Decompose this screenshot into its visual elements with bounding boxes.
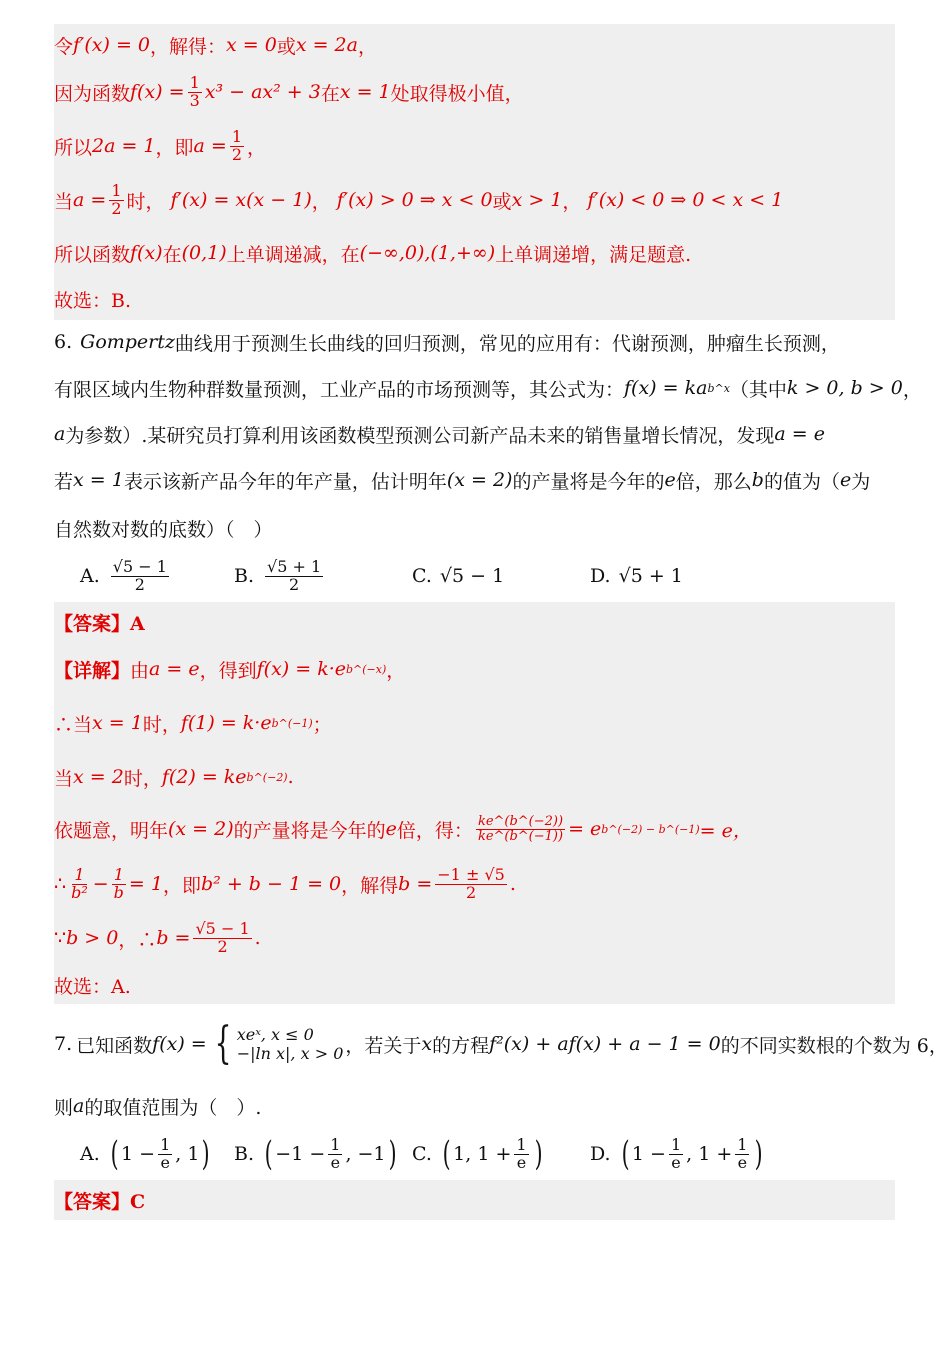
- q6-line3: [54, 418, 825, 450]
- math: f′(x) = 0: [73, 34, 150, 56]
- q7-option-c[interactable]: [412, 1130, 545, 1178]
- math: a: [54, 423, 66, 445]
- math: f(1) = k·e: [180, 712, 272, 734]
- text: 则: [54, 1096, 74, 1119]
- math: f(x) = k·e: [256, 658, 346, 680]
- text: ，: [562, 190, 582, 213]
- option-text: , −1: [345, 1143, 386, 1165]
- text: 的取值范围为（ ）.: [84, 1096, 262, 1119]
- option-text: , 1: [175, 1143, 200, 1165]
- q7-line2: [54, 1090, 261, 1122]
- text: 时，: [142, 713, 181, 736]
- sol5-line6: [54, 284, 131, 314]
- denominator: 2: [134, 574, 145, 594]
- text: （其中: [729, 378, 787, 401]
- text: 【答案】A: [54, 612, 145, 635]
- text: 倍，那么: [675, 470, 752, 493]
- text: 的产量将是今年的: [512, 470, 665, 493]
- option-label: B.: [234, 565, 255, 587]
- math: x > 1: [511, 189, 563, 211]
- numerator: 1: [113, 864, 124, 884]
- text: ，解得: [341, 874, 399, 897]
- fraction: [193, 918, 251, 956]
- text: 的值为（: [763, 470, 840, 493]
- denominator: e: [160, 1152, 170, 1172]
- detail-label: 【详解】: [54, 659, 131, 682]
- ans6-line3: [54, 760, 294, 794]
- piecewise: [209, 1018, 344, 1069]
- math: k > 0, b > 0: [786, 377, 903, 399]
- math: b =: [398, 873, 433, 895]
- math: f(2) = ke: [161, 766, 247, 788]
- case-1: xeˣ, x ≤ 0: [236, 1024, 314, 1044]
- fraction: [735, 1134, 749, 1172]
- math: f(x): [130, 242, 163, 264]
- exponent: b^(−2) − b^(−1): [601, 822, 700, 836]
- math: b² + b − 1 = 0: [201, 873, 342, 895]
- q7-answer: [54, 1180, 895, 1220]
- answer-badge: [54, 606, 145, 638]
- question-number: 7.: [54, 1033, 73, 1055]
- text: .: [254, 927, 261, 949]
- numerator: 1: [160, 1134, 171, 1154]
- q6-line5: [54, 512, 273, 544]
- text: 有限区域内生物种群数量预测，工业产品的市场预测等，其公式为：: [54, 378, 625, 401]
- denominator: 2: [217, 936, 228, 956]
- fraction: [158, 1134, 172, 1172]
- math: f′(x) > 0 ⇒ x < 0: [336, 189, 493, 211]
- math: (−∞,0),(1,+∞): [359, 242, 496, 264]
- text: ，: [311, 190, 331, 213]
- sol5-line1: [54, 30, 377, 60]
- option-text: 1 −: [631, 1143, 666, 1165]
- fraction: [435, 864, 507, 902]
- text: 【答案】C: [54, 1190, 146, 1213]
- fraction: [188, 72, 202, 110]
- text: 的方程: [432, 1034, 490, 1057]
- fraction: [109, 180, 123, 218]
- math: = 1: [128, 873, 163, 895]
- q7-line1: [54, 1016, 948, 1072]
- sol5-line5: [54, 238, 691, 268]
- denominator: 2: [231, 144, 243, 164]
- fraction: [514, 1134, 528, 1172]
- ans6-line7: [54, 970, 131, 1000]
- text: ，: [247, 136, 267, 159]
- math: x³ − ax² + 3: [204, 81, 321, 103]
- ans6-line2: [54, 706, 332, 740]
- text: 由: [130, 659, 150, 682]
- text: 在: [162, 243, 182, 266]
- text: ∴: [54, 873, 67, 895]
- numerator: 1: [231, 126, 243, 146]
- text: ，得到: [199, 659, 257, 682]
- option-label: C.: [412, 565, 432, 587]
- paren-open: (: [110, 1134, 119, 1174]
- numerator: −1 ± √5: [437, 864, 505, 884]
- text: ，∴: [118, 928, 157, 951]
- text: 在: [320, 82, 340, 105]
- fraction: [230, 126, 244, 164]
- exponent: b^(−x): [346, 662, 387, 676]
- text: 依题意，明年: [54, 819, 169, 842]
- cases: [237, 1025, 344, 1063]
- fraction: [476, 815, 565, 843]
- text: 上单调递增，满足题意.: [495, 243, 692, 266]
- q6-answer: [54, 602, 895, 1004]
- ans6-line6: [54, 914, 261, 962]
- text: ，即: [155, 136, 194, 159]
- text: .: [509, 873, 516, 895]
- option-label: B.: [234, 1143, 255, 1165]
- numerator: 1: [111, 180, 122, 200]
- text: 令: [54, 35, 74, 58]
- paren-close: ): [388, 1134, 397, 1174]
- math: a =: [193, 135, 227, 157]
- q5-solution: [54, 24, 895, 320]
- paren-open: (: [264, 1134, 273, 1174]
- text: 表示该新产品今年的年产量，估计明年: [123, 470, 447, 493]
- math: a =: [73, 189, 107, 211]
- fraction: [69, 864, 90, 902]
- exponent: b^(−2): [246, 770, 288, 784]
- text: ，若关于: [345, 1034, 422, 1057]
- fraction: [111, 556, 169, 594]
- denominator: 2: [111, 198, 122, 218]
- q6-line1: [54, 326, 840, 358]
- denominator: e: [671, 1152, 681, 1172]
- text: ，: [386, 659, 406, 682]
- text: .: [287, 766, 294, 788]
- text: −: [92, 873, 109, 895]
- option-label: C.: [412, 1143, 432, 1165]
- math: x = 1: [339, 81, 391, 103]
- math: (x = 2): [168, 818, 234, 840]
- math: a: [73, 1095, 85, 1117]
- math: x = 0: [226, 34, 277, 56]
- option-text: 1 −: [121, 1143, 156, 1165]
- option-text: , 1 +: [686, 1143, 733, 1165]
- fraction: [112, 864, 126, 902]
- sol5-line3: [54, 126, 266, 166]
- ans6-line5: [54, 860, 516, 908]
- text: 故选：A.: [54, 975, 131, 998]
- case-2: −|ln x|, x > 0: [236, 1044, 344, 1063]
- denominator: b: [113, 882, 124, 902]
- text: 因为函数: [54, 82, 131, 105]
- option-text: 1, 1 +: [453, 1143, 512, 1165]
- math: f(x) =: [130, 81, 185, 103]
- sol5-line2: [54, 72, 524, 112]
- denominator: 2: [288, 574, 300, 594]
- math: (0,1): [181, 242, 227, 264]
- denominator: 3: [189, 90, 200, 110]
- option-label: D.: [590, 1143, 611, 1165]
- math: f²(x) + af(x) + a − 1 = 0: [489, 1033, 721, 1055]
- text: 已知函数: [76, 1034, 153, 1057]
- brace-glyph: {: [214, 1018, 232, 1069]
- math: x = 1: [73, 469, 124, 491]
- question-6: [54, 322, 922, 602]
- option-label: A.: [80, 565, 100, 587]
- numerator: 1: [189, 72, 200, 92]
- text: ∵: [54, 927, 67, 949]
- math: 2a = 1: [92, 135, 156, 157]
- option-value: √5 − 1: [439, 565, 505, 587]
- text: 所以函数: [54, 243, 131, 266]
- math: a = e: [149, 658, 200, 680]
- text: ，: [902, 378, 922, 401]
- denominator: ke^(b^(−1)): [477, 828, 564, 844]
- math: a = e: [774, 423, 825, 445]
- q6-line2: [54, 372, 922, 404]
- text: 曲线用于预测生长曲线的回归预测，常见的应用有：代谢预测，肿瘤生长预测，: [174, 332, 840, 355]
- denominator: 2: [465, 882, 477, 902]
- ans6-line1: [54, 652, 405, 686]
- option-label: A.: [80, 1143, 100, 1165]
- math: x = 1: [92, 712, 143, 734]
- math: b =: [156, 927, 191, 949]
- paren-open: (: [442, 1134, 451, 1174]
- math: = e: [568, 818, 602, 840]
- numerator: √5 − 1: [195, 918, 250, 938]
- denominator: e: [737, 1152, 748, 1172]
- q7-option-a[interactable]: [80, 1130, 213, 1178]
- q6-option-b[interactable]: [234, 552, 326, 600]
- math: f(x) =: [152, 1033, 207, 1055]
- math: f′(x) < 0 ⇒ 0 < x < 1: [587, 189, 784, 211]
- paren-close: ): [534, 1134, 543, 1174]
- numerator: ke^(b^(−2)): [477, 813, 564, 829]
- text: Gompertz: [80, 331, 175, 353]
- math: e: [839, 469, 852, 491]
- math: f(x) = ka: [624, 377, 708, 399]
- fraction: [669, 1134, 683, 1172]
- text: 自然数对数的底数）（ ）: [54, 518, 273, 541]
- sol5-line4: [54, 178, 783, 222]
- text: 时，: [126, 190, 165, 213]
- question-number: 6.: [54, 331, 73, 353]
- numerator: 1: [74, 864, 85, 884]
- text: 为参数）.某研究员打算利用该函数模型预测公司新产品未来的销售量增长情况，发现: [65, 424, 775, 447]
- numerator: √5 − 1: [112, 556, 167, 576]
- numerator: √5 + 1: [267, 556, 322, 576]
- ans6-line4: [54, 806, 752, 852]
- q6-option-d[interactable]: [590, 552, 683, 600]
- paren-open: (: [621, 1134, 630, 1174]
- answer-badge: [54, 1184, 145, 1216]
- text: ，: [357, 35, 377, 58]
- math: e: [664, 469, 676, 491]
- text: 上单调递减，在: [226, 243, 360, 266]
- numerator: 1: [516, 1134, 527, 1154]
- text: 的产量将是今年的: [233, 819, 386, 842]
- text: 若: [54, 470, 74, 493]
- option-text: −1 −: [275, 1143, 326, 1165]
- math: x: [421, 1033, 433, 1055]
- option-value: √5 + 1: [618, 565, 683, 587]
- math: e: [385, 818, 397, 840]
- question-7: [54, 1014, 948, 1180]
- text: 所以: [54, 136, 93, 159]
- q6-option-c[interactable]: [412, 552, 504, 600]
- fraction: [328, 1134, 342, 1172]
- fraction: [265, 556, 323, 594]
- denominator: e: [330, 1152, 341, 1172]
- paren-close: ): [202, 1134, 211, 1174]
- q7-option-d[interactable]: [590, 1130, 766, 1178]
- q6-line4: [54, 464, 870, 496]
- text: 处取得极小值，: [390, 82, 524, 105]
- math: = e，: [699, 819, 752, 842]
- text: ，解得：: [150, 35, 227, 58]
- text: 或: [492, 190, 512, 213]
- exponent: b^(−1): [271, 716, 313, 730]
- text: 为: [851, 470, 871, 493]
- math: (x = 2): [446, 469, 513, 491]
- numerator: 1: [330, 1134, 341, 1154]
- math: f′(x) = x(x − 1): [170, 189, 312, 211]
- math: x = 2: [73, 766, 124, 788]
- numerator: 1: [737, 1134, 748, 1154]
- text: ∴当: [54, 713, 93, 736]
- denominator: b²: [71, 882, 88, 902]
- q7-option-b[interactable]: [234, 1130, 399, 1178]
- math: b: [751, 469, 764, 491]
- text: 或: [276, 35, 296, 58]
- text: ；: [312, 713, 332, 736]
- text: 故选：B.: [54, 289, 132, 312]
- q6-option-a[interactable]: [80, 552, 172, 600]
- text: 当: [54, 190, 74, 213]
- denominator: e: [516, 1152, 527, 1172]
- text: 时，: [123, 767, 162, 790]
- numerator: 1: [670, 1134, 682, 1154]
- exponent: b^x: [707, 381, 730, 395]
- text: 当: [54, 767, 74, 790]
- text: ，即: [162, 874, 201, 897]
- option-label: D.: [590, 565, 611, 587]
- paren-close: ): [755, 1134, 764, 1174]
- math: x = 2a: [295, 34, 358, 56]
- math: b > 0: [66, 927, 119, 949]
- text: 倍，得：: [396, 819, 473, 842]
- text: 的不同实数根的个数为 6，: [720, 1034, 948, 1057]
